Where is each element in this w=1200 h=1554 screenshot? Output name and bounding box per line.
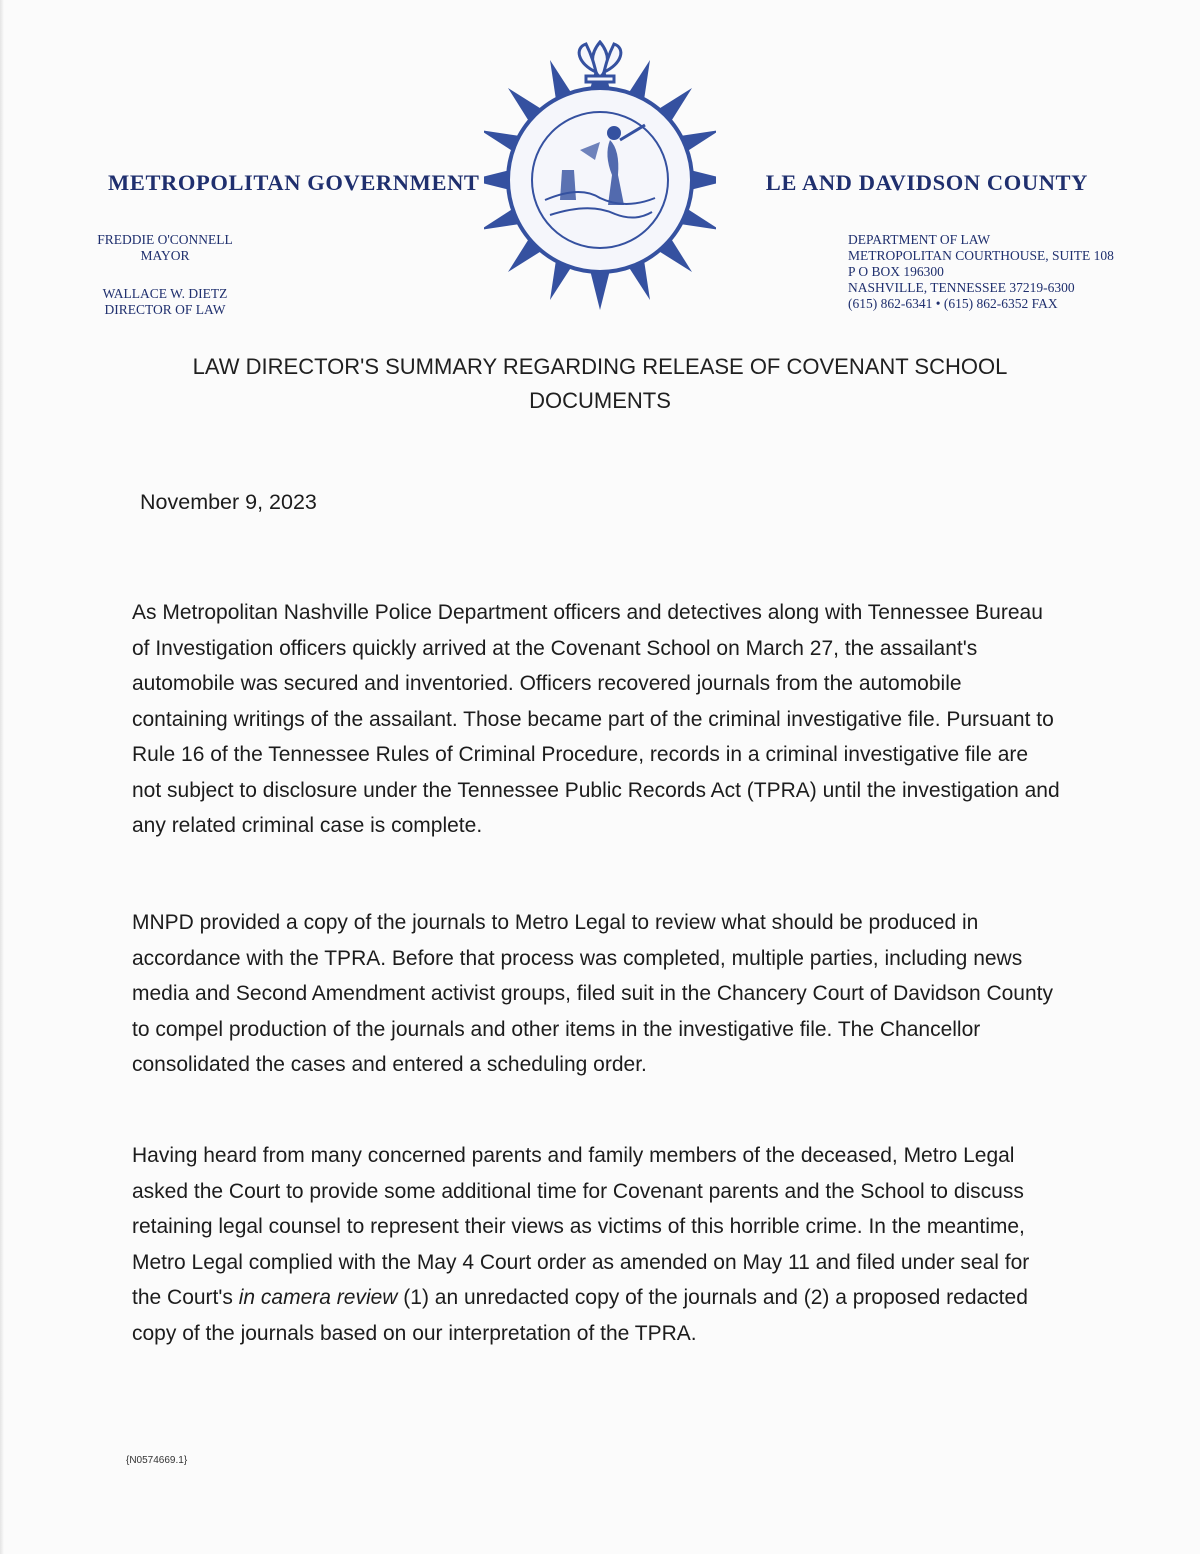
- mayor-title: MAYOR: [140, 248, 190, 263]
- scan-edge: [0, 0, 4, 1554]
- law-director-name: WALLACE W. DIETZ: [102, 286, 228, 301]
- document-title-line-1: LAW DIRECTOR'S SUMMARY REGARDING RELEASE OF COVENANT SCHOOL: [192, 354, 1008, 379]
- paragraph-3-italic: in camera review: [238, 1286, 398, 1309]
- document-date: November 9, 2023: [140, 490, 317, 514]
- address-line-3: NASHVILLE, TENNESSEE 37219-6300: [848, 280, 1075, 295]
- department-address-block: [848, 232, 1168, 312]
- metro-seal-icon: [484, 40, 716, 310]
- department-name: DEPARTMENT OF LAW: [848, 232, 991, 247]
- address-line-1: METROPOLITAN COURTHOUSE, SUITE 108: [848, 248, 1114, 263]
- paragraph-3: [132, 1138, 1062, 1351]
- paragraph-1: As Metropolitan Nashville Police Department officers and detectives along with Tennessee Bureau of Investigation officers quickly arrived at the Covenant School on March 27, the assailant's automobile was secured and inventoried. Officers recovered journals from the automobile containing writings of the assailant. Those became part of the criminal investigative file. Pursuant to Rule 16 of the Tennessee Rules of Criminal Procedure, records in a criminal investigative file are not subject to disclosure under the Tennessee Public Records Act (TPRA) until the investigation and any related criminal case is complete.: [132, 601, 1060, 837]
- document-title: [150, 350, 1050, 418]
- law-director-title: DIRECTOR OF LAW: [104, 302, 226, 317]
- government-title-left: METROPOLITAN GOVERNMENT: [108, 170, 480, 195]
- paragraph-3-text-a: Having heard from many concerned parents and family members of the deceased, Metro Legal asked the Court to provide some additional time for Covenant parents and the School to discuss retaining legal counsel to represent their views as victims of this horrible crime. In the meantime, Metro Legal complied with the May 4 Court order as amended on May 11 and filed under seal for the Court's: [132, 1144, 1030, 1309]
- paragraph-3-text-b: (1) an unredacted copy of the journals and (2) a proposed redacted copy of the journals based on our interpretation of the TPRA.: [132, 1286, 1028, 1345]
- mayor-name: FREDDIE O'CONNELL: [97, 232, 233, 247]
- address-line-2: P O BOX 196300: [848, 264, 944, 279]
- document-id: {N0574669.1}: [126, 1455, 188, 1466]
- paragraph-2: MNPD provided a copy of the journals to Metro Legal to review what should be produced in accordance with the TPRA. Before that process was completed, multiple parties, including news media and Second Amendment activist groups, filed suit in the Chancery Court of Davidson County to compel production of the journals and other items in the investigative file. The Chancellor consolidated the cases and entered a scheduling order.: [132, 911, 1053, 1076]
- phone-fax: (615) 862-6341 • (615) 862-6352 FAX: [848, 296, 1058, 311]
- document-title-line-2: DOCUMENTS: [529, 388, 671, 413]
- government-title-right: LE AND DAVIDSON COUNTY: [765, 170, 1088, 195]
- officials-block: [80, 232, 250, 318]
